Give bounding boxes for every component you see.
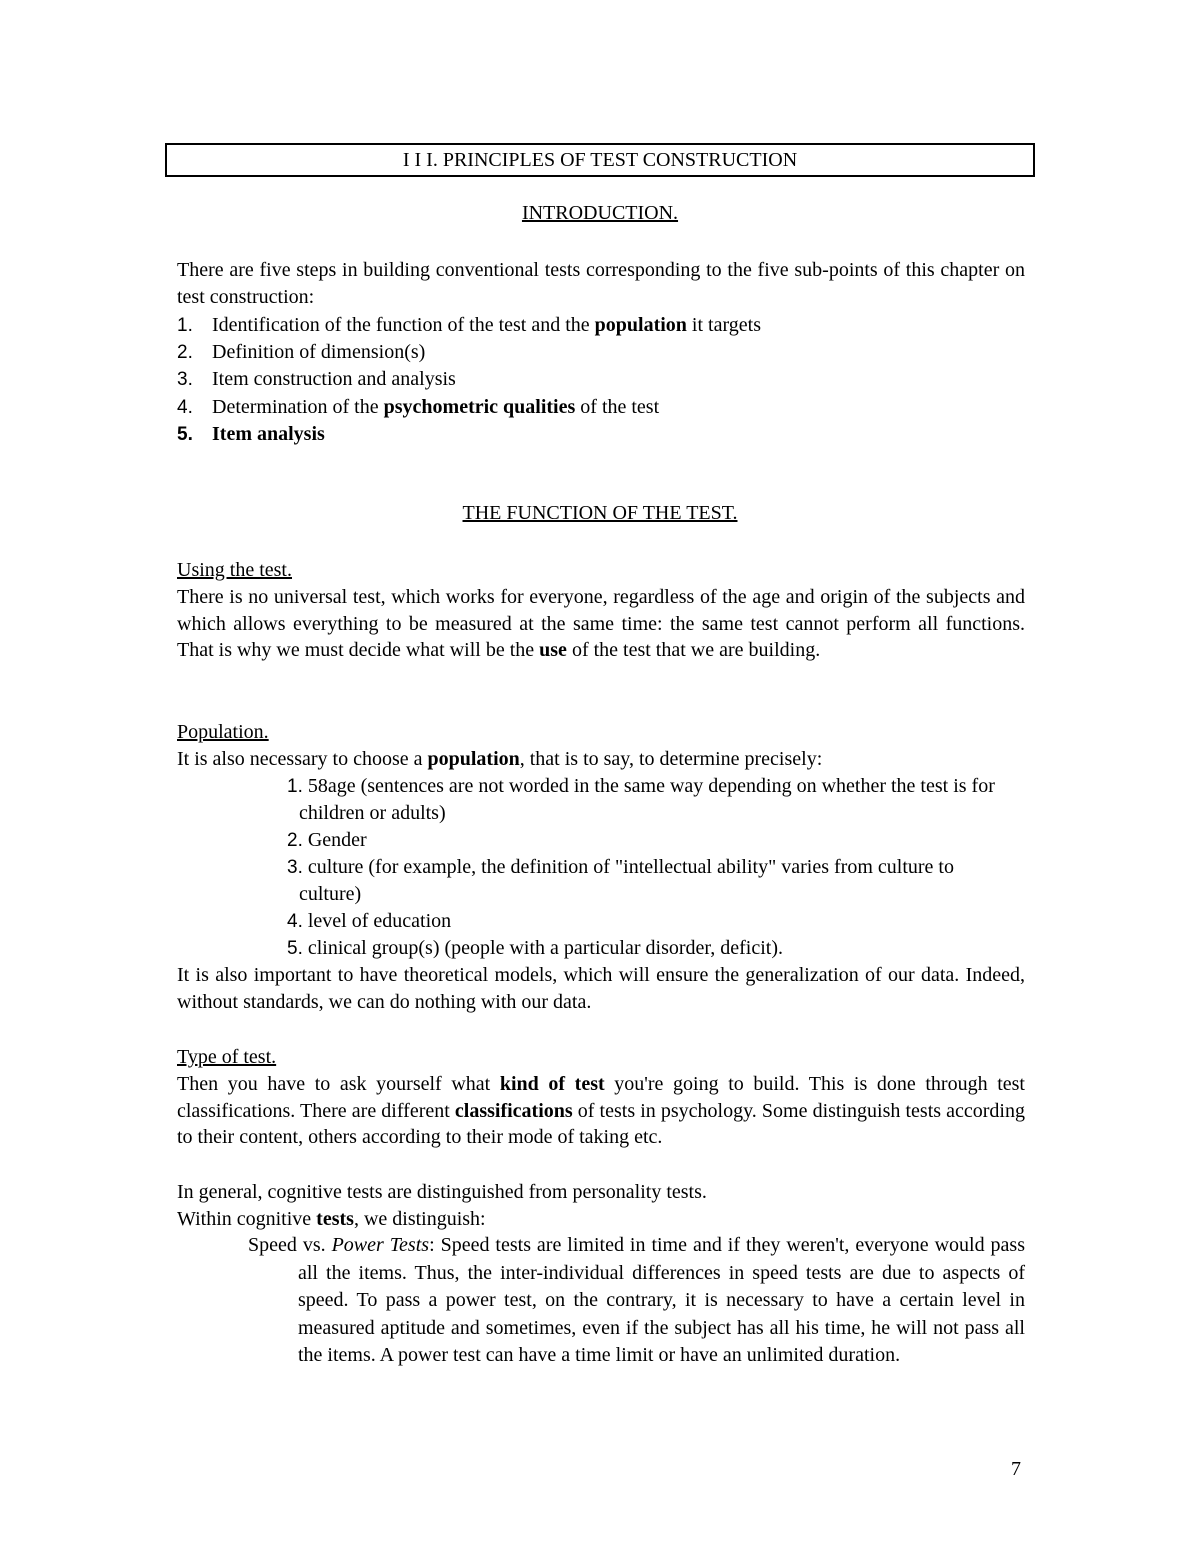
list-item: 3. Item construction and analysis xyxy=(177,368,456,391)
function-heading: THE FUNCTION OF THE TEST. xyxy=(462,502,738,524)
page-number: 7 xyxy=(1011,1458,1021,1480)
list-item: 5. Item analysis xyxy=(177,422,325,445)
cognitive-personality-line: In general, cognitive tests are distinguished from personality tests. xyxy=(177,1181,707,1203)
population-heading: Population. xyxy=(177,721,269,743)
chapter-title-box xyxy=(165,143,1035,177)
list-item: 2. Gender xyxy=(287,829,367,851)
using-paragraph: There is no universal test, which works for everyone, regardless of the age and origin of the subjects and which allows everything to be measured at the same time: the same test cannot perform all functions. That is why we must decide what will be the use of the test that we are building. xyxy=(177,586,1025,661)
steps-list xyxy=(177,312,761,448)
list-item: 1. Identification of the function of the test and the population it targets xyxy=(177,314,761,336)
type-paragraph: Then you have to ask yourself what kind of test you're going to build. This is done through test classifications. There are different classifications of tests in psychology. Some distinguish tests according to their content, others according to their mode of taking etc. xyxy=(177,1073,1025,1148)
type-heading: Type of test. xyxy=(177,1046,277,1068)
introduction-heading: INTRODUCTION. xyxy=(521,202,679,224)
speed-power-paragraph: Speed vs. Power Tests: Speed tests are limited in time and if they weren't, everyone would pass all the items. Thus, the inter-individual differences in speed tests are due to aspects of speed. To pass a power test, on the contrary, it is necessary to have a certain level in measured aptitude and sometimes, even if the subject has all his time, he will not pass all the items. A power test can have a time limit or have an unlimited duration. xyxy=(248,1234,1025,1366)
chapter-title: I I I. PRINCIPLES OF TEST CONSTRUCTION xyxy=(402,149,798,171)
list-item: 4. Determination of the psychometric qualities of the test xyxy=(177,395,660,418)
using-heading: Using the test. xyxy=(177,559,292,581)
population-after-paragraph: It is also important to have theoretical models, which will ensure the generalization of our data. Indeed, without standards, we can do nothing with our data. xyxy=(177,964,1025,1013)
list-item: 1. 58age (sentences are not worded in the same way depending on whether the test is for children or adults) xyxy=(287,775,995,824)
population-list xyxy=(287,773,1007,962)
list-item: 4. level of education xyxy=(287,910,452,932)
introduction-paragraph: There are five steps in building conventional tests corresponding to the five sub-points of this chapter on test construction: xyxy=(177,259,1025,308)
list-item: 3. culture (for example, the definition of "intellectual ability" varies from culture to culture) xyxy=(287,856,954,905)
population-lead: It is also necessary to choose a population, that is to say, to determine precisely: xyxy=(177,748,823,770)
cognitive-distinguish-line: Within cognitive tests, we distinguish: xyxy=(177,1208,486,1230)
list-item: 5. clinical group(s) (people with a particular disorder, deficit). xyxy=(287,937,783,959)
list-item: 2. Definition of dimension(s) xyxy=(177,341,426,364)
